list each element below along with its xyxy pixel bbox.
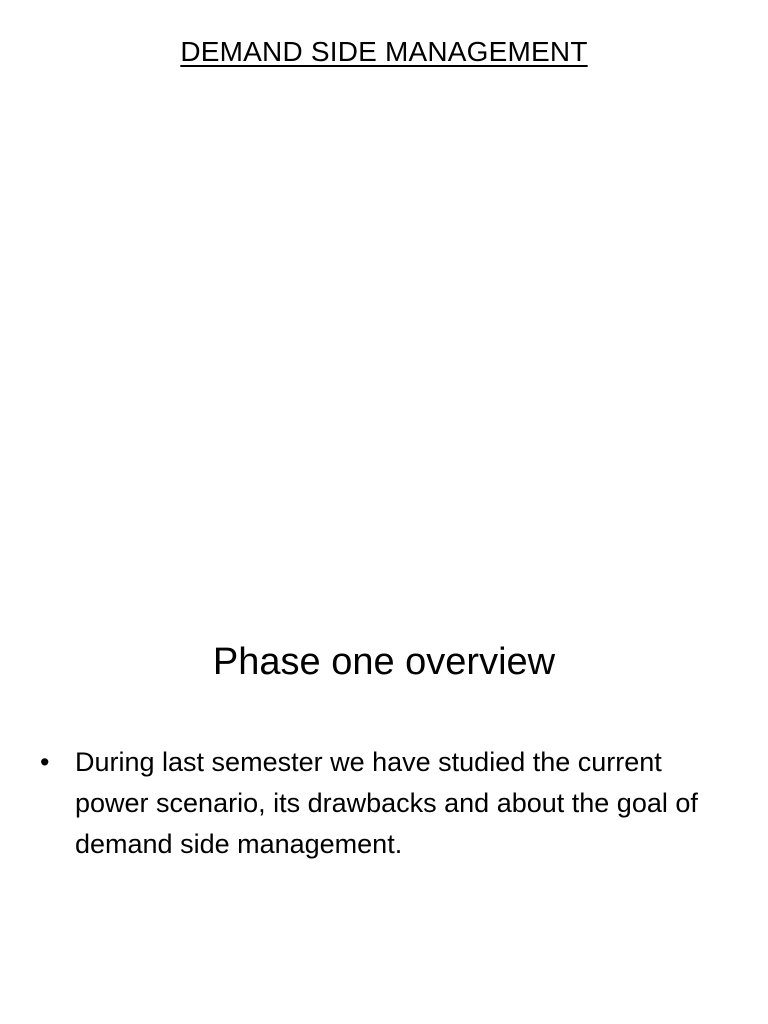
bullet-text: During last semester we have studied the current power scenario, its drawbacks and about the goal of demand side management. <box>75 747 698 859</box>
slide-heading: Phase one overview <box>212 641 556 683</box>
bullet-list <box>40 742 740 865</box>
page-title: DEMAND SIDE MANAGEMENT <box>180 36 588 67</box>
bullet-item <box>40 742 740 865</box>
bullet-icon: • <box>40 747 50 777</box>
